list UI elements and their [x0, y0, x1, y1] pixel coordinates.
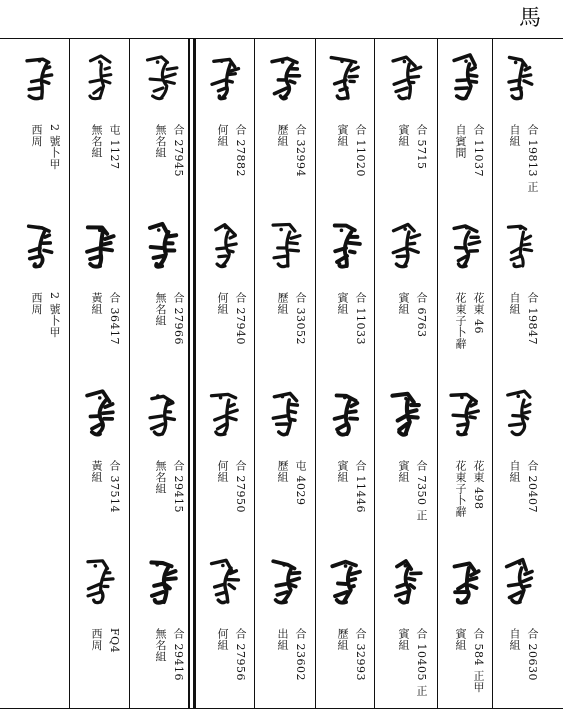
group-label: 無名組: [154, 460, 167, 495]
group-label: 賓組: [397, 124, 410, 147]
column-divider: [254, 38, 255, 708]
horse-glyph-icon: [494, 388, 544, 438]
source-label: 花東 498: [472, 460, 485, 510]
source-label: 合 11037: [472, 124, 485, 177]
source-label: FQ4: [108, 628, 121, 654]
source-label: 合 6763: [415, 292, 428, 338]
horse-glyph-icon: [440, 388, 490, 438]
group-label: 黃組: [90, 460, 103, 483]
source-label: 合 7350 正: [415, 460, 428, 521]
source-label: 合 19813 正: [526, 124, 539, 193]
source-label: 合 27882: [234, 124, 247, 177]
horse-glyph-icon: [494, 220, 544, 270]
source-label: 花東 46: [472, 292, 485, 334]
group-label: 無名組: [154, 292, 167, 327]
source-label: 合 19847: [526, 292, 539, 345]
group-label: 賓組: [397, 292, 410, 315]
source-label: 合 10405 正: [415, 628, 428, 697]
source-label: 2 號卜甲: [48, 124, 61, 170]
source-label: 合 32993: [354, 628, 367, 681]
group-label: 賓組: [336, 124, 349, 147]
source-label: 合 36417: [108, 292, 121, 345]
source-label: 合 5715: [415, 124, 428, 170]
group-label: 無名組: [154, 124, 167, 159]
source-label: 合 20407: [526, 460, 539, 513]
group-label: 賓組: [454, 628, 467, 651]
group-label: 西周: [30, 292, 43, 315]
group-label: 賓組: [336, 292, 349, 315]
source-label: 合 11033: [354, 292, 367, 345]
source-label: 合 27950: [234, 460, 247, 513]
column-divider: [374, 38, 375, 708]
group-label: 賓組: [336, 460, 349, 483]
horse-glyph-icon: [320, 556, 370, 606]
group-label: 何組: [216, 460, 229, 483]
block-divider: [194, 38, 196, 708]
source-label: 2 號卜甲: [48, 292, 61, 338]
group-label: 西周: [90, 628, 103, 651]
horse-glyph-icon: [440, 52, 490, 102]
group-label: 無名組: [154, 628, 167, 663]
horse-glyph-icon: [199, 556, 249, 606]
horse-glyph-icon: [14, 220, 64, 270]
horse-glyph-icon: [74, 52, 124, 102]
column-divider: [315, 38, 316, 708]
group-label: 自組: [508, 124, 521, 147]
group-label: 自組: [508, 460, 521, 483]
bottom-rule: [0, 708, 563, 709]
source-label: 合 29415: [172, 460, 185, 513]
group-label: 出組: [276, 628, 289, 651]
source-label: 屯 1127: [108, 124, 121, 170]
source-label: 合 23602: [294, 628, 307, 681]
horse-glyph-icon: [494, 52, 544, 102]
group-label: 花東子卜辭: [454, 292, 467, 350]
group-label: 賓組: [397, 460, 410, 483]
group-label: 歷組: [276, 124, 289, 147]
block-divider: [188, 38, 190, 708]
group-label: 自組: [508, 628, 521, 651]
column-divider: [492, 38, 493, 708]
group-label: 賓組: [397, 628, 410, 651]
horse-glyph-icon: [199, 52, 249, 102]
horse-glyph-icon: [74, 556, 124, 606]
horse-glyph-icon: [380, 388, 430, 438]
horse-glyph-icon: [74, 220, 124, 270]
source-label: 屯 4029: [294, 460, 307, 506]
horse-glyph-icon: [320, 388, 370, 438]
source-label: 合 32994: [294, 124, 307, 177]
horse-glyph-icon: [260, 556, 310, 606]
horse-glyph-icon: [14, 52, 64, 102]
group-label: 歷組: [276, 460, 289, 483]
group-label: 歷組: [276, 292, 289, 315]
group-label: 西周: [30, 124, 43, 147]
horse-glyph-icon: [199, 220, 249, 270]
horse-glyph-icon: [260, 388, 310, 438]
horse-glyph-icon: [320, 220, 370, 270]
horse-glyph-icon: [380, 556, 430, 606]
column-divider: [69, 38, 70, 708]
group-label: 何組: [216, 292, 229, 315]
group-label: 黃組: [90, 292, 103, 315]
horse-glyph-icon: [136, 220, 186, 270]
horse-glyph-icon: [74, 388, 124, 438]
source-label: 合 20630: [526, 628, 539, 681]
group-label: 無名組: [90, 124, 103, 159]
horse-glyph-icon: [380, 52, 430, 102]
group-label: 花東子卜辭: [454, 460, 467, 518]
group-label: 何組: [216, 124, 229, 147]
top-rule: [0, 38, 563, 39]
source-label: 合 27956: [234, 628, 247, 681]
group-label: 歷組: [336, 628, 349, 651]
column-divider: [437, 38, 438, 708]
source-label: 合 27945: [172, 124, 185, 177]
horse-glyph-icon: [260, 52, 310, 102]
horse-glyph-icon: [136, 556, 186, 606]
source-label: 合 37514: [108, 460, 121, 513]
source-label: 合 29416: [172, 628, 185, 681]
source-label: 合 11446: [354, 460, 367, 513]
horse-glyph-icon: [260, 220, 310, 270]
horse-glyph-icon: [136, 388, 186, 438]
horse-glyph-icon: [320, 52, 370, 102]
horse-glyph-icon: [440, 556, 490, 606]
source-label: 合 11020: [354, 124, 367, 177]
group-label: 自組: [508, 292, 521, 315]
column-divider: [129, 38, 130, 708]
horse-glyph-icon: [440, 220, 490, 270]
horse-glyph-icon: [136, 52, 186, 102]
horse-glyph-icon: [380, 220, 430, 270]
source-label: 合 27940: [234, 292, 247, 345]
group-label: 何組: [216, 628, 229, 651]
source-label: 合 584 正甲: [472, 628, 485, 693]
page-title: 馬: [518, 6, 541, 31]
source-label: 合 27966: [172, 292, 185, 345]
source-label: 合 33052: [294, 292, 307, 345]
group-label: 自賓間: [454, 124, 467, 159]
horse-glyph-icon: [199, 388, 249, 438]
horse-glyph-icon: [494, 556, 544, 606]
